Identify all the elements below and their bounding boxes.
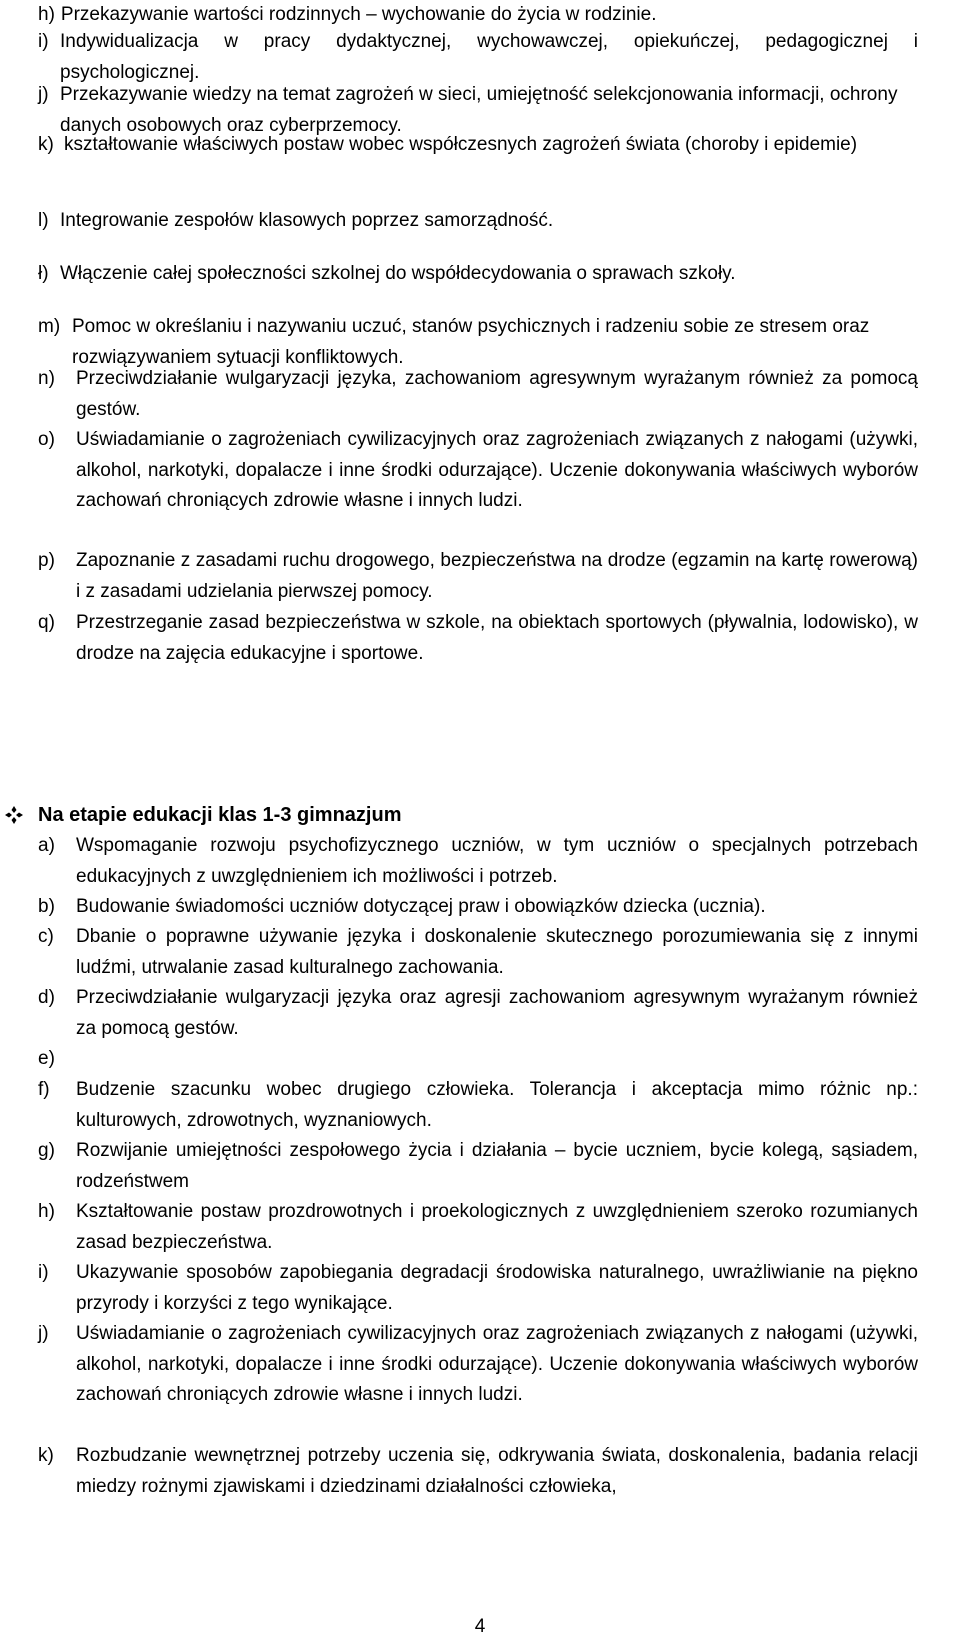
list-item [38,1441,918,1502]
list-marker: h) [38,4,55,25]
list-marker: b) [38,896,55,917]
list-item-text: Przekazywanie wiedzy na temat zagrożeń w sieci, umiejętność selekcjonowania informacji, ochrony danych osobowych oraz cyberprzemocy. [60,84,898,136]
list-item [38,1319,918,1411]
list-marker: j) [38,84,49,105]
list-item [38,922,918,983]
list-item-text: Integrowanie zespołów klasowych poprzez samorządność. [60,210,554,231]
list-marker: k) [38,1445,54,1466]
section-heading [4,800,401,831]
list-item-text: Budowanie świadomości uczniów dotyczącej praw i obowiązków dziecka (ucznia). [76,896,766,917]
list-marker: i) [38,31,49,52]
list-marker: k) [38,134,54,155]
list-item [38,831,918,892]
list-item-text: Uświadamianie o zagrożeniach cywilizacyjnych oraz zagrożeniach związanych z nałogami (używki, alkohol, narkotyki, dopalacze i inne środki odurzające). Uczenie dokonywania właściwych wyborów zachowań chroniących zdrowie własne i innych ludzi. [76,1323,918,1405]
list-marker: f) [38,1079,50,1100]
list-item [38,0,938,31]
list-marker: p) [38,550,55,571]
list-marker: m) [38,316,61,337]
list-item [38,1258,918,1319]
list-item-text: Przeciwdziałanie wulgaryzacji języka oraz agresji zachowaniom agresywnym wyrażanym również za pomocą gestów. [76,987,918,1039]
list-marker: e) [38,1048,55,1069]
list-item [38,425,918,517]
list-item-text: Pomoc w określaniu i nazywaniu uczuć, stanów psychicznych i radzeniu sobie ze stresem oraz rozwiązywaniem sytuacji konfliktowych. [72,316,870,368]
list-item [38,1075,918,1136]
list-item [38,1197,918,1258]
list-item [38,27,918,88]
list-item [38,1136,918,1197]
list-marker: j) [38,1323,49,1344]
list-marker: a) [38,835,55,856]
list-marker: h) [38,1201,55,1222]
list-marker: i) [38,1262,49,1283]
list-marker: n) [38,368,55,389]
list-marker: ł) [38,263,49,284]
page-number: 4 [474,1616,486,1637]
list-item [38,259,918,290]
list-item [38,130,918,161]
list-item-text: Przekazywanie wartości rodzinnych – wychowanie do życia w rodzinie. [60,4,657,25]
list-marker: l) [38,210,49,231]
list-marker: c) [38,926,54,947]
list-item-text: Rozwijanie umiejętności zespołowego życia i działania – bycie uczniem, bycie kolegą, sąsiadem, rodzeństwem [76,1140,918,1192]
section-heading-text: Na etapie edukacji klas 1-3 gimnazjum [38,804,402,826]
list-item [38,608,918,669]
list-item-text: Budzenie szacunku wobec drugiego człowieka. Tolerancja i akceptacja mimo różnic np.: kulturowych, zdrowotnych, wyznaniowych. [76,1079,918,1131]
list-item-text: Rozbudzanie wewnętrznej potrzeby uczenia się, odkrywania świata, doskonalenia, badania relacji miedzy rożnymi zjawiskami i dziedzinami działalności człowieka, [76,1445,918,1497]
list-marker: q) [38,612,55,633]
diamond-bullet-icon [4,805,24,825]
list-item [38,1044,918,1075]
list-item-text: Kształtowanie postaw prozdrowotnych i proekologicznych z uwzględnieniem szeroko rozumianych zasad bezpieczeństwa. [76,1201,918,1253]
list-item-text: kształtowanie właściwych postaw wobec współczesnych zagrożeń świata (choroby i epidemie) [64,134,858,155]
list-item [38,546,918,607]
list-item-text: Ukazywanie sposobów zapobiegania degradacji środowiska naturalnego, uwrażliwianie na piękno przyrody i korzyści z tego wynikające. [76,1262,918,1314]
list-item [38,892,918,923]
list-marker: d) [38,987,55,1008]
list-item [38,364,918,425]
list-marker: g) [38,1140,55,1161]
list-item-text: Włączenie całej społeczności szkolnej do współdecydowania o sprawach szkoły. [60,263,736,284]
list-marker: o) [38,429,55,450]
list-item-text: Przestrzeganie zasad bezpieczeństwa w szkole, na obiektach sportowych (pływalnia, lodowisko), w drodze na zajęcia edukacyjne i sportowe. [76,612,918,664]
list-item-text: Dbanie o poprawne używanie języka i doskonalenie skutecznego porozumiewania się z innymi ludźmi, utrwalanie zasad kulturalnego zachowania. [76,926,918,978]
list-item-text: Zapoznanie z zasadami ruchu drogowego, bezpieczeństwa na drodze (egzamin na kartę rowerową) i z zasadami udzielania pierwszej pomocy. [76,550,918,602]
list-item-text: Indywidualizacja w pracy dydaktycznej, wychowawczej, opiekuńczej, pedagogicznej i psychologicznej. [60,31,918,83]
list-item-text: Przeciwdziałanie wulgaryzacji języka, zachowaniom agresywnym wyrażanym również za pomocą gestów. [76,368,918,420]
list-item-text: Wspomaganie rozwoju psychofizycznego uczniów, w tym uczniów o specjalnych potrzebach edukacyjnych z uwzględnieniem ich możliwości i potrzeb. [76,835,918,887]
list-item [38,983,918,1044]
list-item [38,206,918,237]
list-item-text: Uświadamianie o zagrożeniach cywilizacyjnych oraz zagrożeniach związanych z nałogami (używki, alkohol, narkotyki, dopalacze i inne środki odurzające). Uczenie dokonywania właściwych wyborów zachowań chroniących zdrowie własne i innych ludzi. [76,429,918,511]
